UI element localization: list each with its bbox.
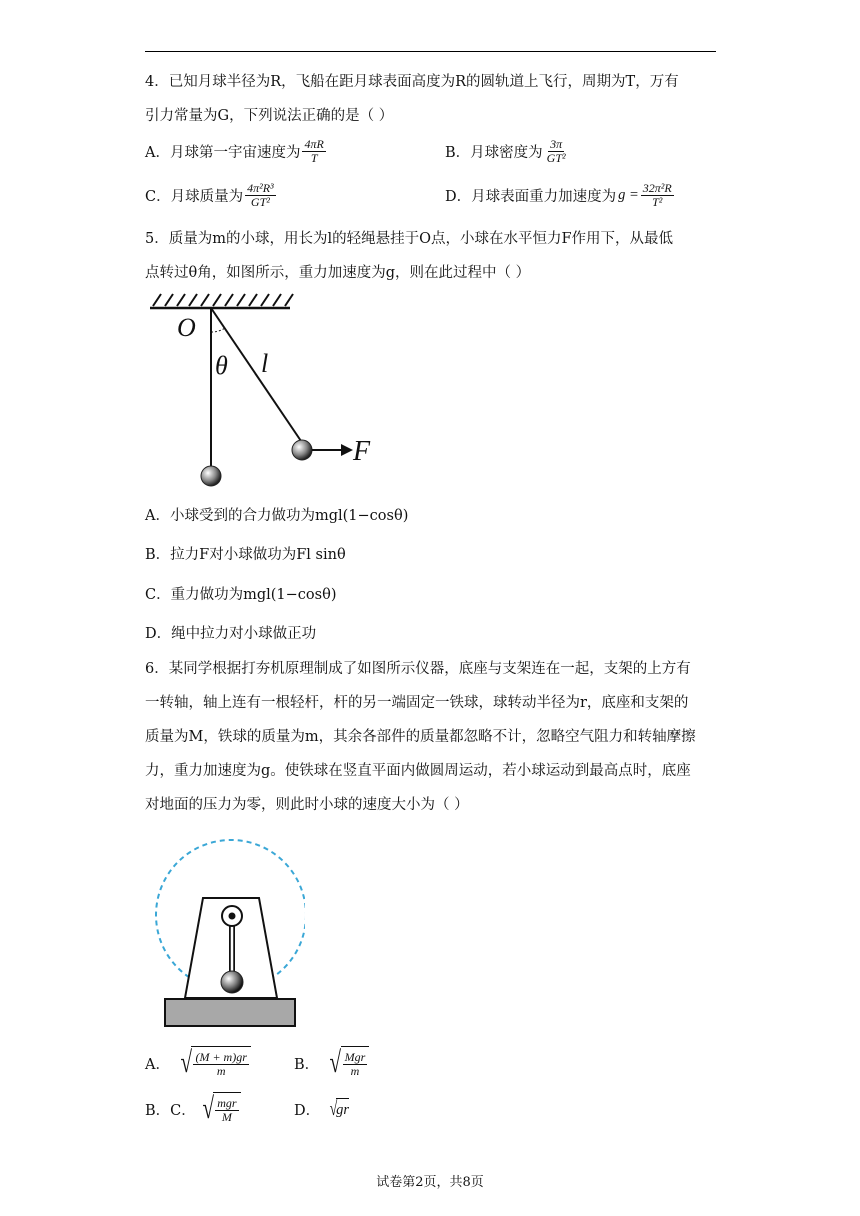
q4-option-d-text: D．月球表面重力加速度为 (445, 189, 617, 206)
q6-option-a-label: A． (145, 1056, 170, 1073)
q4-option-c[interactable] (145, 182, 278, 209)
q6-stem-line3: 质量为M，铁球的质量为m，其余各部件的质量都忽略不计，忽略空气阻力和转轴摩擦 (145, 729, 696, 745)
q4-option-b-formula: $\frac{3\pi}{\text{GT²}}$ (546, 137, 566, 166)
iron-ball (221, 971, 243, 993)
axle-pin (229, 913, 236, 920)
q6-option-b[interactable] (294, 1046, 369, 1080)
q6-option-d-formula: √ gr (329, 1098, 350, 1120)
pendulum-figure (145, 290, 385, 495)
q4-stem-line1: 4．已知月球半径为R，飞船在距月球表面高度为R的圆轨道上飞行，周期为T，万有 (145, 74, 679, 90)
rammer-figure (155, 830, 305, 1035)
q4-option-b[interactable] (445, 138, 570, 165)
header-rule (145, 51, 716, 52)
q5-option-d[interactable]: D．绳中拉力对小球做正功 (145, 626, 317, 642)
q4-option-c-text: C．月球质量为 (145, 189, 244, 206)
q6-stem-line2: 一转轴，轴上连有一根轻杆，杆的另一端固定一铁球，球转动半径为r，底座和支架的 (145, 695, 689, 711)
label-O: O (177, 313, 196, 342)
q6-option-b-label: B． (294, 1056, 320, 1073)
q4-option-a-text: A．月球第一宇宙速度为 (145, 145, 301, 162)
ball-deflected (292, 440, 312, 460)
theta-arc (211, 328, 225, 332)
page-footer: 试卷第2页，共8页 (376, 1175, 484, 1190)
q6-option-d[interactable] (294, 1098, 349, 1120)
q6-stem-line5: 对地面的压力为零，则此时小球的速度大小为（ ） (145, 797, 469, 813)
q5-option-b[interactable]: B．拉力F对小球做功为Fl sinθ (145, 547, 346, 563)
label-l: l (261, 349, 269, 378)
q5-option-c[interactable]: C．重力做功为mgl(1−cosθ) (145, 587, 337, 603)
base-block (165, 999, 295, 1026)
label-theta: θ (215, 351, 228, 380)
q4-option-d[interactable] (445, 182, 676, 209)
q5-stem-line1: 5．质量为m的小球，用长为l的轻绳悬挂于O点，小球在水平恒力F作用下，从最低 (145, 231, 674, 247)
q5-option-a[interactable]: A．小球受到的合力做功为mgl(1−cosθ) (145, 508, 409, 524)
label-F: F (353, 436, 371, 467)
q6-stem-line1: 6．某同学根据打夯机原理制成了如图所示仪器，底座与支架连在一起，支架的上方有 (145, 661, 691, 677)
q4-option-d-prefix: g = (618, 187, 639, 204)
q4-option-a[interactable] (145, 138, 328, 165)
force-arrow-head (341, 444, 353, 456)
q6-option-d-label: D． (294, 1102, 321, 1119)
ball-bottom (201, 466, 221, 486)
q4-option-d-formula: $\frac{\text{32π²R}}{\text{T²}}$ (642, 181, 672, 210)
ceiling-hatching (153, 294, 293, 306)
q4-stem-line2: 引力常量为G，下列说法正确的是（ ） (145, 108, 394, 124)
q6-option-c[interactable] (145, 1092, 241, 1126)
q6-stem-line4: 力，重力加速度为g。使铁球在竖直平面内做圆周运动，若小球运动到最高点时，底座 (145, 763, 691, 779)
q4-option-b-text: B．月球密度为 (445, 145, 543, 162)
q6-option-b-formula: √ $\frac{\text{Mgr}}{m}$ (327, 1046, 369, 1080)
q6-option-c-label: B．C． (145, 1102, 196, 1119)
q4-option-c-formula: $\frac{\text{4π²R³}}{\text{GT²}}$ (247, 181, 274, 210)
q4-option-a-formula: $\frac{4\pi R}{T}$ (304, 137, 324, 166)
q6-option-a-formula: √ $\frac{(M + m)gr}{m}$ (178, 1046, 251, 1080)
q5-stem-line2: 点转过θ角，如图所示，重力加速度为g，则在此过程中（ ） (145, 265, 531, 281)
q6-option-a[interactable] (145, 1046, 251, 1080)
q6-option-c-formula: √ $\frac{\text{mgr}}{M}$ (200, 1092, 241, 1126)
